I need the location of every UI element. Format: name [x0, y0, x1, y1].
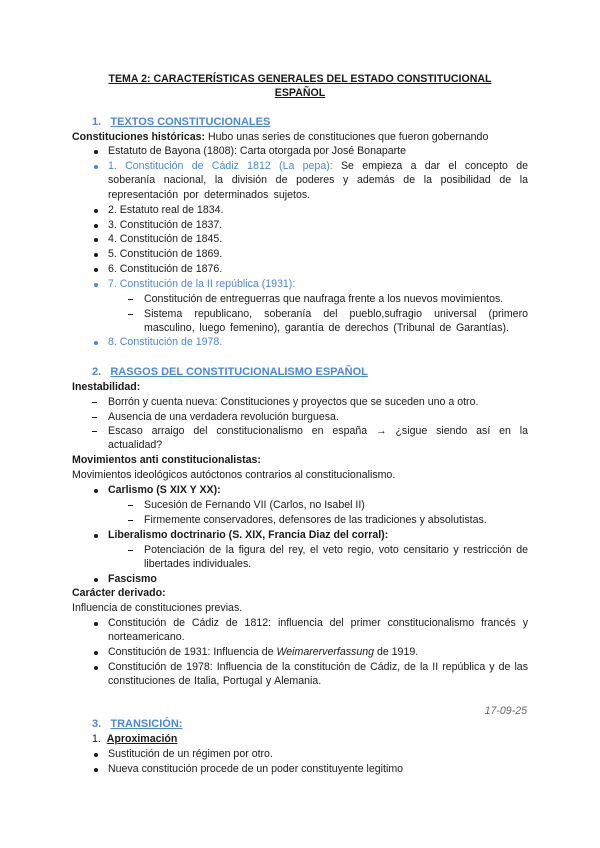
- bullet-icon: [94, 268, 98, 272]
- list-item: 6. Constitución de 1876.: [108, 263, 223, 275]
- section-2-heading[interactable]: [92, 365, 368, 379]
- intro-text: Hubo unas series de constituciones que fueron gobernando: [205, 131, 489, 143]
- bullet-icon: [94, 666, 98, 670]
- bullet-icon: [94, 150, 98, 154]
- bullet-icon: [94, 622, 98, 626]
- intro-label: Constituciones históricas:: [72, 131, 206, 143]
- caracter-intro: Influencia de constituciones previas.: [72, 602, 243, 614]
- list-item-weimar: Constitución de 1931: Influencia de Weimarerverfassung de 1919.: [108, 646, 419, 658]
- list-item: 4. Constitución de 1845.: [108, 233, 223, 245]
- dash-icon: [128, 314, 133, 315]
- dash-icon: [128, 520, 133, 521]
- title-line-2: ESPAÑOL: [274, 87, 326, 99]
- section-heading-link[interactable]: TEXTOS CONSTITUCIONALES: [110, 116, 271, 128]
- date-label: 17-09-25: [484, 705, 527, 717]
- list-item: 3. Constitución de 1837.: [108, 219, 223, 231]
- movimientos-intro: Movimientos ideológicos autóctonos contrarios al constitucionalismo.: [72, 469, 396, 481]
- bullet-icon: [94, 283, 98, 287]
- document-title: [72, 72, 528, 100]
- cadiz-link[interactable]: 1. Constitución de Cádiz 1812 (La pepa):: [108, 160, 333, 172]
- list-item: Sustitución de un régimen por otro.: [108, 748, 273, 760]
- bullet-icon: [94, 341, 98, 345]
- list-item: Estatuto de Bayona (1808): Carta otorgada por José Bonaparte: [108, 145, 406, 157]
- bullet-icon: [94, 209, 98, 213]
- liberalismo-label: Liberalismo doctrinario (S. XIX, Francia Diaz del corral):: [108, 529, 389, 541]
- dash-icon: [92, 417, 97, 418]
- movimientos-label: Movimientos anti constitucionalistas:: [72, 454, 261, 466]
- section-number: 2.: [92, 366, 102, 378]
- fascismo-label: Fascismo: [108, 573, 157, 585]
- constitution-1978-link[interactable]: 8. Constitución de 1978.: [108, 336, 223, 348]
- list-item: 5. Constitución de 1869.: [108, 248, 223, 260]
- sub-list-item: Firmemente conservadores, defensores de las tradiciones y absolutistas.: [144, 514, 487, 526]
- list-item: Escaso arraigo del constitucionalismo en españa → ¿sigue siendo así en la actualidad?: [108, 425, 528, 452]
- section-number: 1.: [92, 116, 102, 128]
- dash-icon: [92, 402, 97, 403]
- list-item: 2. Estatuto real de 1834.: [108, 204, 224, 216]
- section-heading-link[interactable]: TRANSICIÓN:: [110, 718, 183, 730]
- bullet-icon: [94, 238, 98, 242]
- subsection-title: Aproximación: [106, 733, 178, 745]
- dash-icon: [128, 299, 133, 300]
- list-item: Constitución de 1978: Influencia de la constitución de Cádiz, de la II república y de las constituciones de Italia, Portugal y Alemania.: [108, 661, 528, 688]
- bullet-icon: [94, 651, 98, 655]
- bullet-icon: [94, 768, 98, 772]
- caracter-label: Carácter derivado:: [72, 587, 166, 599]
- section-heading-link[interactable]: RASGOS DEL CONSTITUCIONALISMO ESPAÑOL: [110, 366, 368, 378]
- bullet-icon: [94, 534, 98, 538]
- bullet-icon: [94, 165, 98, 169]
- bullet-icon: [94, 224, 98, 228]
- inestabilidad-label: Inestabilidad:: [72, 381, 141, 393]
- dash-icon: [128, 505, 133, 506]
- list-item: Nueva constitución procede de un poder constituyente legitimo: [108, 763, 404, 775]
- bullet-icon: [94, 753, 98, 757]
- list-item: Ausencia de una verdadera revolución burguesa.: [108, 411, 339, 423]
- sub-list-item: Sistema republicano, soberanía del pueblo,sufragio universal (primero masculino, luego femenino), garantía de derechos (Tribunal de Garantías).: [144, 308, 528, 335]
- weimar-term: Weimarerverfassung: [276, 646, 374, 658]
- sub-list-item: Potenciación de la figura del rey, el veto regio, voto censitario y restricción de libertades individuales.: [144, 544, 528, 571]
- section-3-heading[interactable]: [92, 717, 182, 731]
- subsection-heading: [92, 732, 177, 746]
- historic-constitutions-intro: [72, 130, 488, 144]
- sub-list-item: Sucesión de Fernando VII (Carlos, no Isabel II): [144, 499, 365, 511]
- list-item: Constitución de Cádiz de 1812: influencia del primer constitucionalismo francés y norteamericano.: [108, 617, 528, 644]
- dash-icon: [92, 431, 97, 432]
- bullet-icon: [94, 578, 98, 582]
- sub-list-item: Constitución de entreguerras que naufraga frente a los nuevos movimientos.: [144, 293, 504, 305]
- section-1-heading[interactable]: [92, 115, 270, 129]
- title-line-1: TEMA 2: CARACTERÍSTICAS GENERALES DEL ESTADO CONSTITUCIONAL: [108, 73, 492, 85]
- list-item: Borrón y cuenta nueva: Constituciones y proyectos que se suceden uno a otro.: [108, 396, 479, 408]
- dash-icon: [128, 550, 133, 551]
- carlismo-label: Carlismo (S XIX Y XX):: [108, 484, 221, 496]
- republic-link[interactable]: 7. Constitución de la II república (1931):: [108, 278, 296, 290]
- section-number: 3.: [92, 718, 102, 730]
- list-item-cadiz: 1. Constitución de Cádiz 1812 (La pepa): Se empieza a dar el concepto de soberanía nacional, la división de poderes y además de la posibilidad de la representación por determinados sujetos.: [108, 160, 528, 201]
- bullet-icon: [94, 253, 98, 257]
- subsection-number: 1.: [92, 733, 101, 745]
- bullet-icon: [94, 489, 98, 493]
